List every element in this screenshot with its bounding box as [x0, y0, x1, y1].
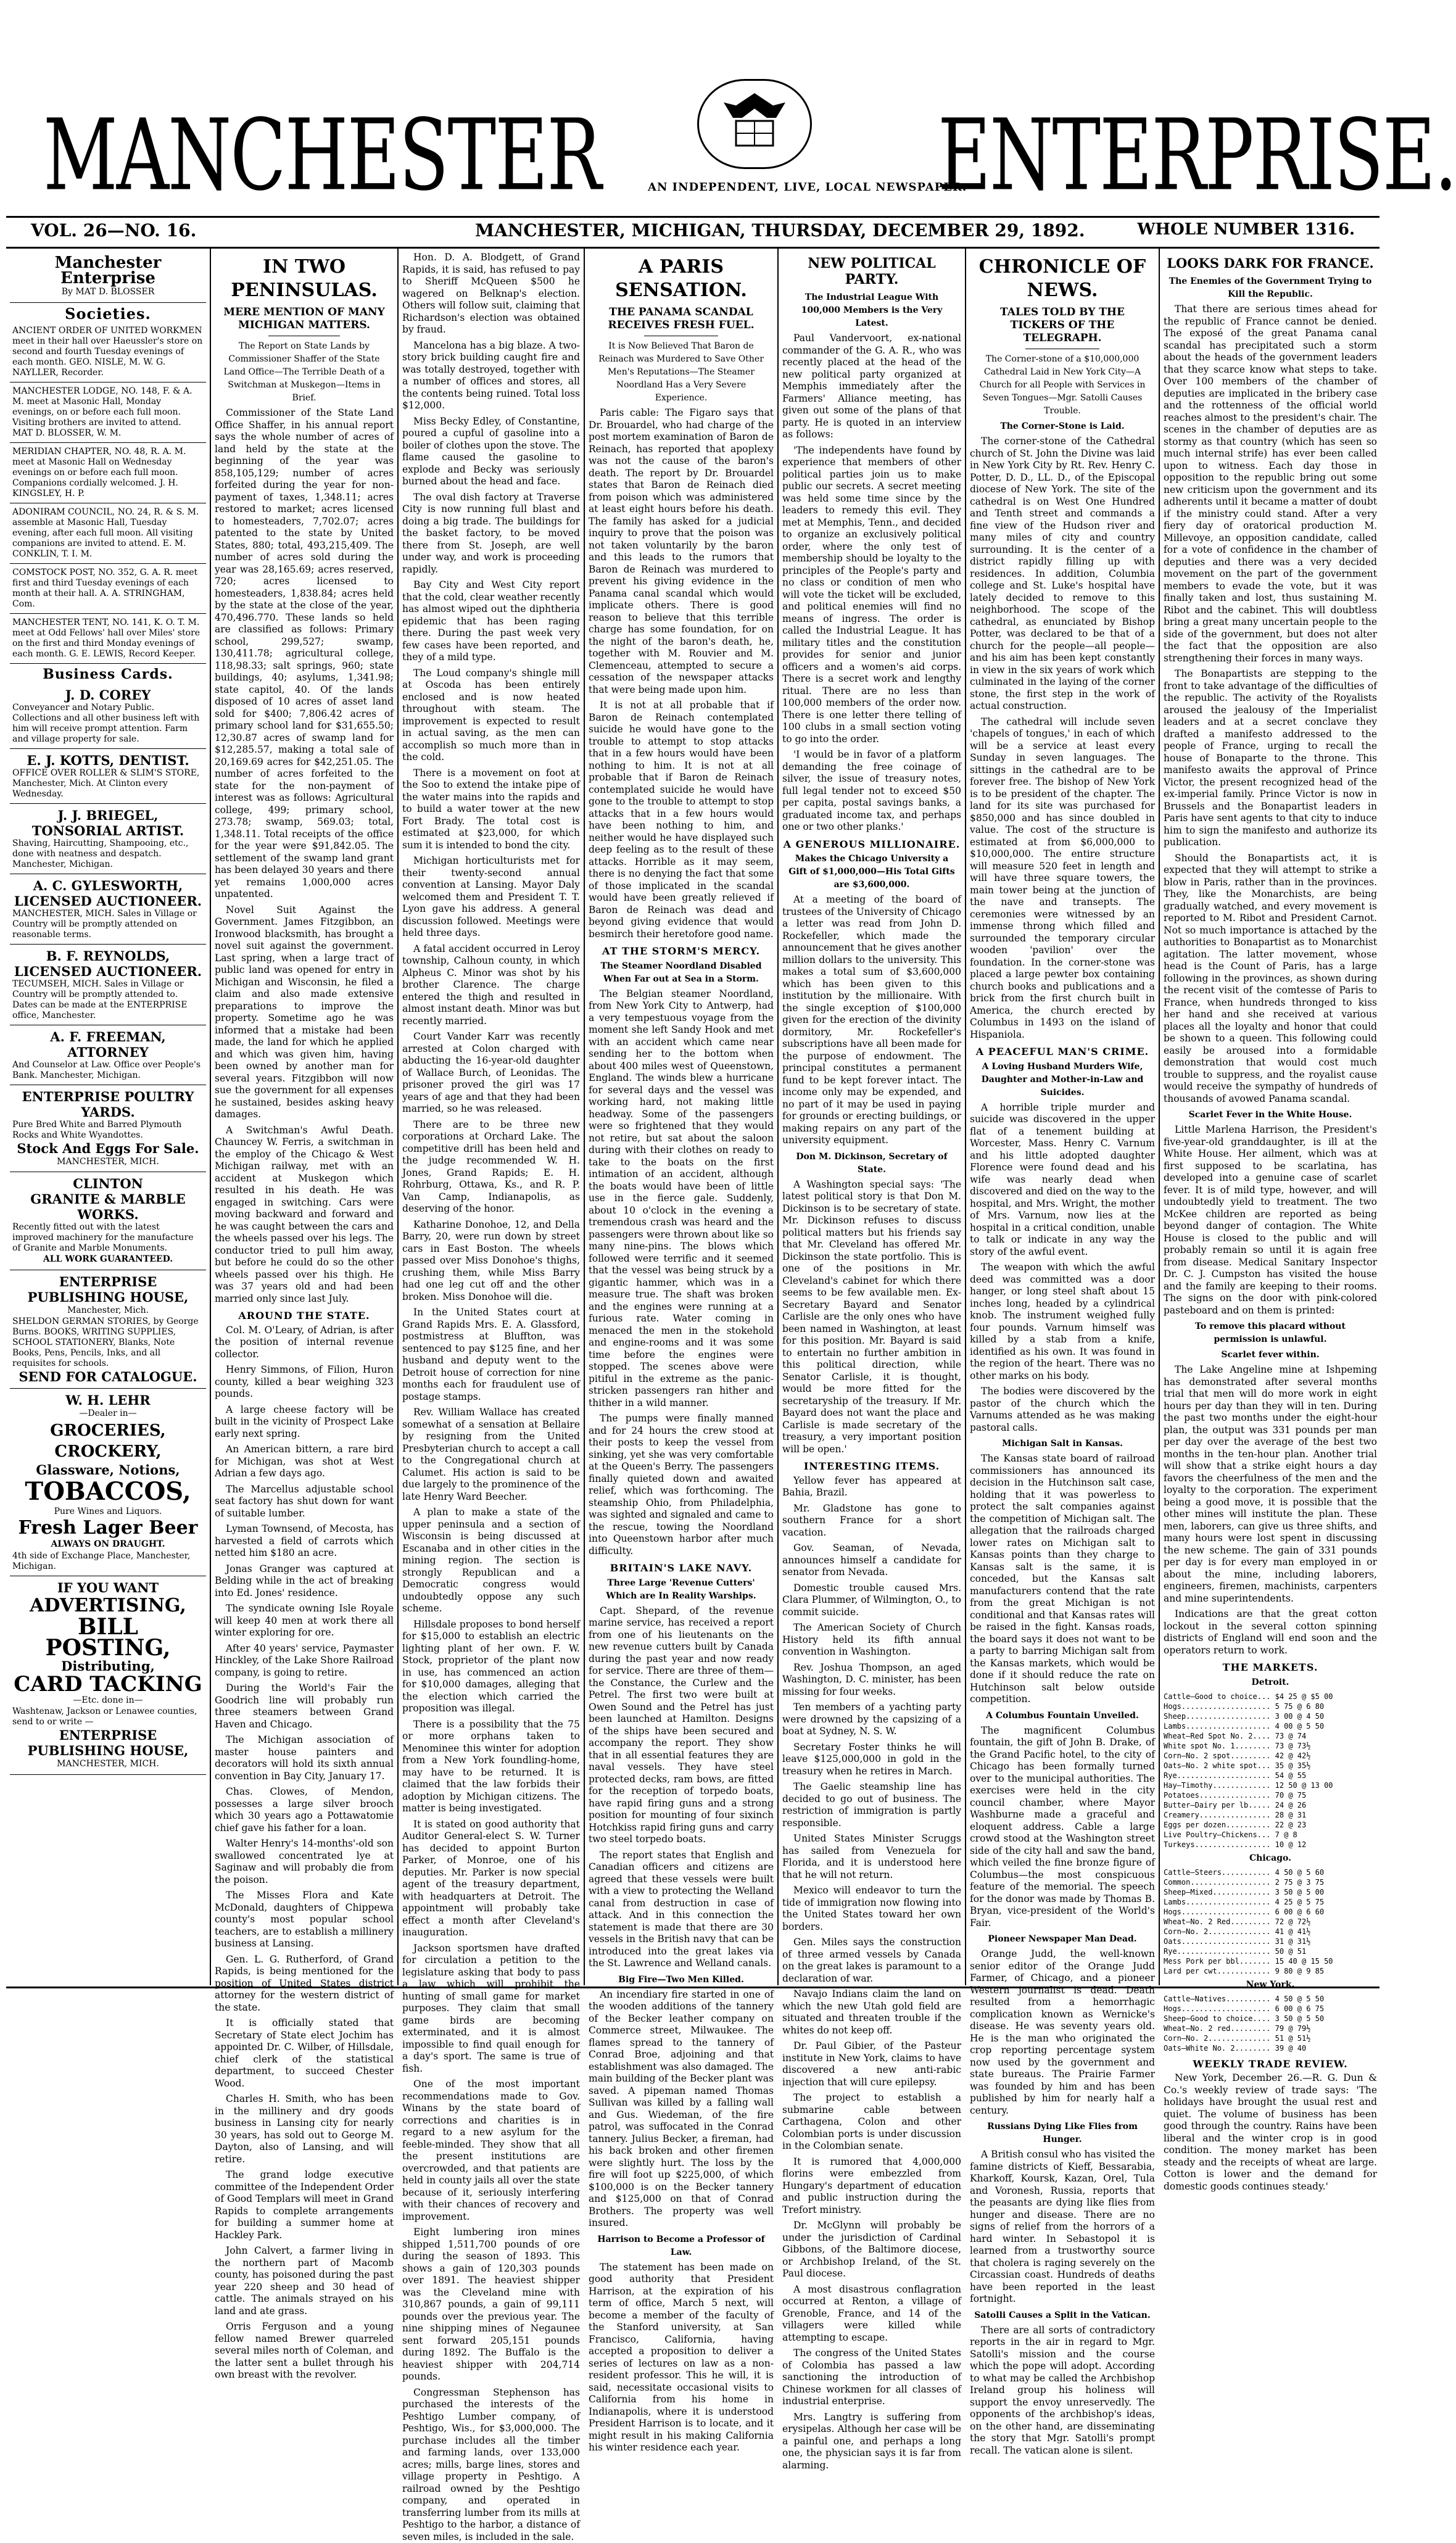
section-subhead: Russians Dying Like Flies from Hunger.	[974, 2120, 1151, 2146]
article-paragraph: Secretary Foster thinks he will leave $125,000,000 in gold in the treasury when he retires in March.	[782, 1742, 961, 1778]
article-paragraph: The project to establish a submarine cable between Carthagena, Colon and other Colombian ports is under discussion in the Colombian senate.	[782, 2092, 961, 2152]
society-entry: COMSTOCK POST, NO. 352, G. A. R. meet first and third Tuesday evenings of each month at their hall. A. A. STRINGHAM, Com.	[10, 564, 206, 614]
section-subhead: Makes the Chicago University a Gift of $1,000,000—His Total Gifts are $3,600,000.	[786, 853, 958, 891]
article-paragraph: The Kansas state board of railroad commissioners has announced its decision in the Hutchinson salt case, holding that it was powerless to protect the salt companies against the competition of Michigan salt. The allegation that the railroads charged lower rates on Michigan salt to Kansas points than they charge to Kansas salt is the same, it is conceded, but the Kansas salt manufacturers contend that the rate from the great Michigan is not conditional and that Kansas rates will be raised in the fight. Kansas roads, the board says it does not want to be a party to barring Michigan salt from the Kansas markets, which would be done if it should reduce the rate on Hutchinson salt below outside competition.	[970, 1453, 1155, 1706]
market-row: Sheep—Mixed............. 3 50 @ 5 00	[1164, 1887, 1377, 1897]
column-political-party	[782, 252, 961, 1985]
markets-heading: THE MARKETS.	[1164, 1661, 1377, 1674]
market-city-heading: Detroit.	[1167, 1676, 1373, 1689]
article-paragraph: The Misses Flora and Kate McDonald, daughters of Chippewa county's most popular school teachers, are to establish a millinery business at Lansing.	[215, 1890, 394, 1950]
article-paragraph: A plan to make a state of the upper peninsula and a section of Wisconsin is being discussed at Escanaba and in other cities in the mining region. The section is strongly Republican and a Democratic congress would undoubtedly oppose any such scheme.	[402, 1507, 580, 1615]
article-paragraph: Little Marlena Harrison, the President's five-year-old granddaughter, is ill at the White House. Her ailment, which was at first supposed to be scarlatina, has developed into a genuine case of scarlet fever. It is of mild type, however, and will undoubtedly yield to treatment. The two McKee children are reported as being beyond danger of contagion. The White House is closed to the public and will probably remain so until it is again free from disease. Medical Sanitary Inspector Dr. C. J. Cumpston has visited the house and the family are keeping to their rooms. The signs on the door with pink-colored pasteboard and on them is printed:	[1164, 1124, 1377, 1317]
market-table-chicago	[1164, 1867, 1377, 1976]
bill-posting-ad: IF YOU WANT ADVERTISING, BILL POSTING, Distributing, CARD TACKING —Etc. done in— Washtenaw, Jackson or Lenawee counties, send to or write — ENTERPRISE PUBLISHING HOUSE, MANCHESTER, MICH.	[10, 1576, 206, 1775]
society-entry: ADONIRAM COUNCIL, NO. 24, R. & S. M. assemble at Masonic Hall, Tuesday evening, after each full moon. All visiting companions are invited to attend. E. M. CONKLIN, T. I. M.	[10, 503, 206, 564]
article-paragraph: The cathedral will include seven 'chapels of tongues,' in each of which will be a service at least every Sunday in seven languages. The sittings in the cathedral are to be forever free. The bishop of New York is to be president of the chapter. The land for its site was purchased for $850,000 and has since doubled in value. The cost of the structure is estimated at from $6,000,000 to $10,000,000. The entire structure will measure 520 feet in length and will have three square towers, the main tower being at the junction of the nave and transepts. The ceremonies were witnessed by an immense throng which filled and surrounded the temporary circular wooden 'pavilion' over the foundation. In the corner-stone was placed a large pewter box containing church books and publications and a brick from the first church built in America, the church erected by Columbus in 1493 on the island of Hispaniola.	[970, 716, 1155, 1041]
section-subhead: Harrison to Become a Professor of Law.	[592, 2233, 770, 2259]
article-paragraph: There are all sorts of contradictory reports in the air in regard to Mgr. Satolli's mission and the course which the pope will adopt. According to what may be called the Archbishop Ireland group his holiness will support the envoy unreservedly. The opponents of the archbishop's ideas, on the other hand, are disseminating the story that Mgr. Satolli's prompt recall. The vatican alone is silent.	[970, 2325, 1155, 2457]
market-row: Hay—Timothy............. 12 50 @ 13 00	[1164, 1780, 1377, 1790]
section-subhead: Scarlet Fever in the White House.	[1167, 1109, 1373, 1122]
article-paragraph: It is not at all probable that if Baron de Reinach contemplated suicide he would have gone to the trouble to attempt to stop attacks that in a few hours would have been nothing to him. It is not at all probable that if Baron de Reinach contemplated suicide he would have gone to the trouble to attempt to stop attacks that in a few hours would have been nothing to him, and neither would he have displayed such deep feeling as to the result of these attacks. Horrible as it may seem, there is no denying the fact that some of those implicated in the scandal would have been greatly relieved if Baron de Reinach was dead and beyond giving evidence that would besmirch their heretofore good name.	[589, 700, 774, 940]
article-paragraph: Col. M. O'Leary, of Adrian, is after the position of internal revenue collector.	[215, 1325, 394, 1361]
market-row: Lard per cwt............ 9 80 @ 9 85	[1164, 1966, 1377, 1976]
article-paragraph: Dr. Paul Gibier, of the Pasteur institute in New York, claims to have discovered a new anti-rabic injection that will cure epilepsy.	[782, 2040, 961, 2088]
market-city-heading: New York.	[1167, 1979, 1373, 1991]
article-paragraph: A large cheese factory will be built in the vicinity of Prospect Lake early next spring.	[215, 1404, 394, 1441]
article-paragraph: Rev. William Wallace has created somewhat of a sensation at Bellaire by resigning from the United Presbyterian church to accept a call to the Congregational church at Calumet. His action is said to be due largely to the prominence of the late Henry Ward Beecher.	[402, 1407, 580, 1503]
whole-number: WHOLE NUMBER 1316.	[1137, 220, 1355, 239]
article-paragraph: It is stated on good authority that Auditor General-elect S. W. Turner has decided to appoint Burton Parker, of Monroe, one of his deputies. Mr. Parker is now special agent of the treasury department, with headquarters at Detroit. The appointment will probably take effect a month after Cleveland's inauguration.	[402, 1819, 580, 1939]
masthead	[6, 5, 1379, 215]
article-paragraph: Dr. McGlynn will probably be under the jurisdiction of Cardinal Gibbons, of the Baltimore diocese, or Archbishop Ireland, of the St. Paul diocese.	[782, 2220, 961, 2280]
market-row: Wheat—No. 2 red......... 79 @ 79½	[1164, 2024, 1377, 2033]
business-card: A. F. FREEMAN, ATTORNEY And Counselor at Law. Office over People's Bank. Manchester, Michigan.	[10, 1025, 206, 1085]
section-subhead: A Loving Husband Murders Wife, Daughter and Mother-in-Law and Suicides.	[974, 1061, 1151, 1099]
society-entry: ANCIENT ORDER OF UNITED WORKMEN meet in their hall over Haeussler's store on second and fourth Tuesday evenings of each month. GEO. NISLE, M. W. G. NAYLLER, Recorder.	[10, 322, 206, 382]
article-paragraph: Gov. Seaman, of Nevada, announces himself a candidate for senator from Nevada.	[782, 1542, 961, 1579]
section-subhead: Don M. Dickinson, Secretary of State.	[786, 1151, 958, 1176]
market-table-detroit	[1164, 1692, 1377, 1850]
article-paragraph: The pumps were finally manned and for 24 hours the crew stood at their posts to keep the vessel from sinking, yet she was very comfortable at the Queen's Berry. The passengers finally quieted down and awaited relief, which was forthcoming. The steamship Ohio, from Philadelphia, was sighted and signaled and came to the rescue, towing the Noordland into Queenstown harbor after much difficulty.	[589, 1413, 774, 1557]
article-paragraph: The Marcellus adjustable school seat factory has shut down for want of suitable lumber.	[215, 1484, 394, 1520]
masthead-tagline: AN INDEPENDENT, LIVE, LOCAL NEWSPAPER.	[648, 181, 967, 194]
column-directory	[10, 252, 206, 1985]
article-paragraph: The congress of the United States of Colombia has passed a law sanctioning the introduction of Chinese workmen for all classes of industrial enterprise.	[782, 2347, 961, 2408]
masthead-rule-bottom	[6, 247, 1379, 249]
column-divider	[1159, 249, 1160, 1985]
column-chronicle-of-news	[970, 252, 1155, 1985]
article-paragraph: An incendiary fire started in one of the wooden additions of the tannery of the Becker leather company on Commerce street, Milwaukee. The flames spread to the tannery of Conrad Broe, adjoining and that establishment was also damaged. The main building of the Becker plant was saved. A pipeman named Thomas Sullivan was killed by a falling wall and Gus. Wiedeman, of the fire patrol, was suffocated in the Conrad tannery. Julius Becker, a fireman, had his back broken and other firemen were slightly hurt. The loss by the fire will foot up $225,000, of which $100,000 is on the Becker tannery and $125,000 on that of Conrad Brothers. The property was well insured.	[589, 1989, 774, 2230]
article-paragraph: The magnificent Columbus fountain, the gift of John B. Drake, of the Grand Pacific hotel, to the city of Chicago has been formally turned over to the municipal authorities. The exercises were held in the city council chamber, where Mayor Washburne made a graceful and eloquent address. Cable a large crowd stood at the Washington street side of the city hall and saw the band, which veiled the fine bronze figure of Columbus—the most conspicuous feature of the memorial. The speech for the donor was made by Thomas B. Bryan, vice-president of the World's Fair.	[970, 1725, 1155, 1930]
article-paragraph: There is a movement on foot at the Soo to extend the intake pipe of the water mains into the rapids and to build a water tower at the new Fort Brady. The total cost is estimated at $23,000, for which sum it is intended to bond the city.	[402, 767, 580, 852]
article-paragraph: A fatal accident occurred in Leroy township, Calhoun county, in which Alpheus C. Minor was shot by his brother Clarence. The charge entered the thigh and resulted in almost instant death. Minor was but recently married.	[402, 943, 580, 1028]
article-paragraph: That there are serious times ahead for the republic of France cannot be denied. The exposé of the great Panama canal scandal has precipitated such a storm about the heads of the government leaders that they scarce know what steps to take. Over 100 members of the chamber of deputies are implicated in the bribery case and the rottenness of the official world reaches almost to the president's chair. The scenes in the chamber of deputies are as stormy as that country (which has seen so much internal strife) has ever been called upon to witness. Each day those in opposition to the republic bring out some new criticism upon the government and its adherents until it became a matter of doubt if the ministry could stand. After a very fiery day of oratorical production M. Millevoye, an opposition candidate, called for a vote of confidence in the chamber of deputies and there was a very decided movement on the part of the government members to evade the vote, but it was finally taken and lost, thus sustaining M. Ribot and the cabinet. This will doubtless bring a great many uncertain people to the side of the government, but does not alter the fact that the opposition are also strengthening their forces in many ways.	[1164, 304, 1377, 664]
society-entry: MERIDIAN CHAPTER, NO. 48, R. A. M. meet at Masonic Hall on Wednesday evenings on or before each full moon. Companions cordially welcomed. J. H. KINGSLEY, H. P.	[10, 443, 206, 503]
societies-heading: Societies.	[10, 308, 206, 320]
masthead-title-right: ENTERPRISE.	[938, 97, 1456, 212]
article-paragraph: Indications are that the great cotton lockout in the several cotton spinning districts of England will end soon and the operators return to work.	[1164, 1608, 1377, 1656]
article-paragraph: The bodies were discovered by the pastor of the church which the Varnums attended as he was making pastoral calls.	[970, 1386, 1155, 1434]
subhead: The Enemies of the Government Trying to Kill the Republic.	[1167, 275, 1373, 301]
article-paragraph: It is officially stated that Secretary of State elect Jochim has appointed Dr. C. Wilber, of Hillsdale, chief clerk of the statistical department, to succeed Chester Wood.	[215, 2017, 394, 2090]
market-row: Creamery................ 28 @ 31	[1164, 1810, 1377, 1820]
article-paragraph: Eight lumbering iron mines shipped 1,511,700 pounds of ore during the season of 1893. This shows a gain of 120,303 pounds over 1891. The heaviest shipper was the Cleveland mine with 310,867 pounds, a gain of 99,111 pounds over the previous year. The nine shipping mines of Negaunee sent forward 205,151 pounds during 1892. The Buffalo is the heaviest shipper with 204,714 pounds.	[402, 2227, 580, 2383]
article-paragraph: Gen. L. G. Rutherford, of Grand Rapids, is being mentioned for the position of United States district attorney for the western district of the state.	[215, 1954, 394, 2014]
headline-two-peninsulas: IN TWO PENINSULAS.	[215, 255, 394, 302]
section-heading: BRITAIN'S LAKE NAVY.	[589, 1562, 774, 1574]
market-row: Hogs.................... 5 75 @ 6 80	[1164, 1702, 1377, 1711]
society-entry: MANCHESTER TENT, NO. 141, K. O. T. M. meet at Odd Fellows' hall over Miles' store on the first and third Monday evenings of each month. G. E. LEWIS, Record Keeper.	[10, 614, 206, 664]
article-paragraph: John Calvert, a farmer living in the northern part of Macomb county, has poisoned during the past year 220 sheep and 30 head of cattle. The animals strayed on his land and ate grass.	[215, 2245, 394, 2317]
section-subhead: The Corner-Stone is Laid.	[974, 420, 1151, 433]
section-heading: INTERESTING ITEMS.	[782, 1460, 961, 1473]
article-paragraph: Jackson sportsmen have drafted for circulation a petition to the legislature asking that body to pass a law which will prohibit the hunting of small game for market purposes. They claim that small game birds are becoming exterminated, and it is almost impossible to find quail enough for a day's sport. The same is true of fish.	[402, 1943, 580, 2075]
article-paragraph: In the United States court at Grand Rapids Mrs. E. A. Glassford, postmistress at Bluffton, was sentenced to pay $125 fine, and her husband and deputy went to the Detroit house of correction for nine months each for fraudulent use of postage stamps.	[402, 1307, 580, 1403]
article-paragraph: One of the most important recommendations made to Gov. Winans by the state board of corrections and charities is in regard to a new asylum for the feeble-minded. They show that all the present institutions are overcrowded, and that patients are held in county jails all over the state because of it, seriously interfering with their chances of recovery and improvement.	[402, 2078, 580, 2223]
article-paragraph: Jonas Granger was captured at Belding while in the act of breaking into Ed. Jones' residence.	[215, 1563, 394, 1600]
market-row: Cattle—Good to choice... $4 25 @ $5 00	[1164, 1692, 1377, 1702]
market-row: Oats—No. 2 white spot... 35 @ 35½	[1164, 1761, 1377, 1771]
article-paragraph: Should the Bonapartists act, it is expected that they will attempt to strike a blow in Paris, rather than in the provinces. They, like the Monarchists, are being gradually watched, and every movement is reported to M. Ribot and President Carnot. Not so much importance is attached by the authorities to Bonapartist as to Monarchist agitation. The latter movement, whose head is the Count of Paris, has a large following in the provinces, as shown during the recent visit of the comtesse of Paris to France, when hundreds thronged to kiss her hand and she received at various places all the loyalty and honor that could be shown to a queen. This following could easily be aroused into a formidable demonstration that would cost much trouble to suppress, and the royalist cause would receive the sympathy of hundreds of thousands of avowed Panama scandal.	[1164, 853, 1377, 1106]
market-row: Wheat—Red Spot No. 2.... 73 @ 74	[1164, 1731, 1377, 1741]
article-paragraph: A Washington special says: 'The latest political story is that Don M. Dickinson is to be secretary of state. Mr. Dickinson refuses to discuss political matters but his friends say that Mr. Cleveland has offered Mr. Dickinson the state portfolio. This is one of the positions in Mr. Cleveland's cabinet for which there seems to be few available men. Ex-Secretary Bayard and Senator Carlisle are the only ones who have been named in Washington, at least for this position. Mr. Bayard is said to entertain no further ambition in this political direction, while Senator Carlisle, it is thought, would be more fitted for the secretaryship of the treasury. If Mr. Bayard does not want the place and Carlisle is made secretary of the treasury, a very important position will be open.'	[782, 1179, 961, 1456]
article-paragraph: Capt. Shepard, of the revenue marine service, has received a report from one of his lieutenants on the new revenue cutters built by Canada during the past year and now ready for service. There are three of them—the Constance, the Curlew and the Petrel. The first two were built at Owen Sound and the Petrel has just been launched at Hamilton. Designs of the ships have been secured and accompany the report. They show that in all essential features they are naval vessels. They have steel protected decks, ram bows, are fitted for the reception of torpedo boats, have rapid firing guns and a strong position for mounting of four sixinch Hotchkiss rapid firing guns and carry two steel torpedo boats.	[589, 1605, 774, 1846]
section-heading: AROUND THE STATE.	[215, 1310, 394, 1322]
section-subhead: Three Large 'Revenue Cutters' Which are In Reality Warships.	[592, 1577, 770, 1603]
market-table-newyork	[1164, 1994, 1377, 2053]
article-paragraph: Hon. D. A. Blodgett, of Grand Rapids, it is said, has refused to pay to Sheriff McQueen $500 he wagered on Belknap's election. Others will follow suit, claiming that Richardson's election was obtained by fraud.	[402, 252, 580, 336]
granite-ad: CLINTON GRANITE & MARBLE WORKS. Recently fitted out with the latest improved machinery for the manufacture of Granite and Marble Monuments. ALL WORK GUARANTEED.	[10, 1172, 206, 1270]
market-row: Live Poultry—Chickens... 7 @ 8	[1164, 1830, 1377, 1840]
headline-paris-sensation: A PARIS SENSATION.	[589, 255, 774, 302]
placard-line: Scarlet fever within.	[1167, 1349, 1373, 1362]
section-subhead: Michigan Salt in Kansas.	[974, 1437, 1151, 1450]
article-paragraph: Mancelona has a big blaze. A two-story brick building caught fire and was totally destroyed, together with a number of offices and stores, all the contents being ruined. Total loss $12,000.	[402, 340, 580, 412]
article-paragraph: 'The independents have found by experience that members of other political parties join us to make public our secrets. A secret meeting was held some time since by the leaders to remedy this evil. They met at Memphis, Tenn., and decided to organize an exclusively political order, where the only test of membership should be loyalty to the principles of the People's party and no class or condition of men who will vote the ticket will be excluded, and political enemies will find no means of ingress. The order is called the Industrial League. It has military titles and the constitution provides for senior and junior officers and a women's aid corps. There is a secret work and lengthy ritual. There are no less than 100,000 members of the order now. There is one letter there telling of 100 clubs in a small section voting to go into the order.	[782, 445, 961, 746]
article-paragraph: The weapon with which the awful deed was committed was a door hanger, or long steel shaft about 15 inches long, headed by a cylindrical knob. The instrument weighed fully four pounds. Varnum himself was killed by a stab from a knife, identified as his own. It was found in the region of the heart. There was no other marks on his body.	[970, 1262, 1155, 1382]
deck: The Report on State Lands by Commissioner Shaffer of the State Land Office—The Terrible Death of a Switchman at Muskegon—Items in Brief.	[218, 340, 390, 405]
market-row: Wheat—No. 2 Red......... 72 @ 72½	[1164, 1917, 1377, 1927]
article-paragraph: Navajo Indians claim the land on which the new Utah gold field are situated and threaten trouble if the whites do not keep off.	[782, 1988, 961, 2036]
column-looks-dark-for-france	[1164, 252, 1377, 1985]
business-cards-heading: Business Cards.	[10, 669, 206, 681]
article-paragraph: Bay City and West City report that the cold, clear weather recently has almost wiped out the diphtheria epidemic that has been raging there. During the past week very few cases have been reported, and they of a mild type.	[402, 579, 580, 664]
business-card: A. C. GYLESWORTH, LICENSED AUCTIONEER. MANCHESTER, MICH. Sales in Village or Country will be promptly attended on reasonable terms.	[10, 874, 206, 945]
article-paragraph: Court Vander Karr was recently arrested at Colon charged with abducting the 16-year-old daughter of Wallace Burch, of Leonidas. The prisoner proved the girl was 17 years of age and that they had been married, so he was released.	[402, 1031, 580, 1115]
article-paragraph: Domestic trouble caused Mrs. Clara Plummer, of Wilmington, O., to commit suicide.	[782, 1582, 961, 1619]
placard-line: To remove this placard without permission is unlawful.	[1167, 1320, 1373, 1346]
market-row: Turkeys................. 10 @ 12	[1164, 1840, 1377, 1850]
market-row: Lambs................... 4 25 @ 5 75	[1164, 1897, 1377, 1907]
article-paragraph: A horrible triple murder and suicide was discovered in the upper flat of a tenement building at Worcester, Mass. Henry C. Varnum and his little adopted daughter Florence were found dead and his wife was nearly dead when discovered and died on the way to the hospital, and Mrs. Wright, the mother of Mrs. Varnum, now lies at the hospital in a critical condition, unable to talk or indicate in any way the story of the awful event.	[970, 1102, 1155, 1259]
column-divider	[397, 249, 399, 1985]
article-paragraph: The report states that English and Canadian officers and citizens are agreed that these vessels were built with a view to protecting the Welland canal from destruction in case of attack. And in this connection the statement is made that there are 30 vessels in the British navy that can be introduced into the great lakes via the St. Lawrence and Welland canals.	[589, 1850, 774, 1970]
column-divider	[777, 249, 779, 1985]
article-paragraph: The grand lodge executive committee of the Independent Order of Good Templars will meet in Grand Rapids to complete arrangements for building a summer home at Hackley Park.	[215, 2169, 394, 2241]
article-paragraph: Katharine Donohoe, 12, and Della Barry, 20, were run down by street cars in East Boston. The wheels passed over Miss Donohoe's thighs, crushing them, while Miss Barry had one leg cut off and the other broken. Miss Donohoe will die.	[402, 1219, 580, 1304]
market-row: White spot No. 1........ 73 @ 73½	[1164, 1741, 1377, 1751]
market-row: Lambs................... 4 00 @ 5 50	[1164, 1721, 1377, 1731]
subhead: The Industrial League With 100,000 Members is the Very Latest.	[786, 291, 958, 330]
column-state-items	[402, 252, 580, 1985]
section-subhead: The Steamer Noordland Disabled When Far out at Sea in a Storm.	[592, 960, 770, 986]
article-paragraph: Congressman Stephenson has purchased the interests of the Peshtigo Lumber company, of Peshtigo, Wis., for $3,000,000. The purchase includes all the timber and farming lands, over 133,000 acres; mills, barge lines, stores and village property in Peshtigo. A railroad owned by the Peshtigo company, and operated in transferring lumber from its mills at Peshtigo to the harbor, a distance of seven miles, is included in the sale.	[402, 2387, 580, 2543]
volume-number: VOL. 26—NO. 16.	[31, 220, 196, 241]
deck: The Corner-stone of a $10,000,000 Cathedral Laid in New York City—A Church for all People with Services in Seven Tongues—Mgr. Satolli Causes Trouble.	[974, 353, 1151, 418]
market-row: Cattle—Natives.......... 4 50 @ 5 50	[1164, 1994, 1377, 2004]
newspaper-page	[6, 5, 1379, 1991]
section-heading: AT THE STORM'S MERCY.	[589, 945, 774, 957]
article-paragraph: A most disastrous conflagration occurred at Renton, a village of Grenoble, France, and 14 of the villagers were killed while attempting to escape.	[782, 2284, 961, 2344]
article-paragraph: New York, December 26.—R. G. Dun & Co.'s weekly review of trade says: 'The holidays have brought the usual rest and quiet. The volume of business has been good through the country. Rains have been liberal and the winter crop is in good condition. The money market has been steady and the receipts of wheat are large. Cotton is lower and the demand for domestic goods continues steady.'	[1164, 2072, 1377, 2193]
column-divider	[210, 249, 211, 1985]
article-paragraph: Ten members of a yachting party were drowned by the capsizing of a boat at Sydney, N. S. W.	[782, 1702, 961, 1738]
article-paragraph: A British consul who has visited the famine districts of Kieff, Bessarabia, Kharkoff, Koursk, Kazan, Orel, Tula and Voronesh, Russia, reports that the peasants are dying like flies from hunger and disease. There are no signs of relief from the horrors of a hard winter. In Sebastopol it is learned from a trustworthy source that cholera is raging severely on the Circassian coast. Hundreds of deaths have been reported in the least fortnight.	[970, 2149, 1155, 2305]
section-subhead: Satolli Causes a Split in the Vatican.	[974, 2309, 1151, 2322]
info-bar	[6, 218, 1379, 245]
article-paragraph: Chas. Clowes, of Mendon, possesses a large silver brooch which 30 years ago a Pottawatomie chief gave his father for a loan.	[215, 1786, 394, 1834]
section-subhead: A Columbus Fountain Unveiled.	[974, 1710, 1151, 1722]
seal-icon	[697, 79, 812, 169]
society-entry: MANCHESTER LODGE, NO. 148, F. & A. M. meet at Masonic Hall, Monday evenings, on or before each full moon. Visiting brothers are invited to attend. MAT D. BLOSSER, W. M.	[10, 382, 206, 443]
article-paragraph: Mr. Gladstone has gone to southern France for a short vacation.	[782, 1503, 961, 1539]
article-paragraph: United States Minister Scruggs has sailed from Venezuela for Florida, and it is understood here that he will not return.	[782, 1833, 961, 1881]
market-row: Eggs per dozen.......... 22 @ 23	[1164, 1820, 1377, 1830]
market-row: Common.................. 2 75 @ 3 75	[1164, 1877, 1377, 1887]
article-paragraph: The corner-stone of the Cathedral church of St. John the Divine was laid in New York City by Rt. Rev. Henry C. Potter, D. D., LL. D., of the Episcopal diocese of New York. The site of the cathedral is on West One Hundred and Tenth street and commands a fine view of the Hudson river and many miles of city and country surrounding. It is the center of a district rapidly filling up with residences. In addition, Columbia college and St. Luke's hospital have lately decided to remove to this neighborhood. The scope of the cathedral, as enunciated by Bishop Potter, was declared to be that of a church for the people—all people—and his aim has been kept constantly in view in the six years of work which culminated in the laying of the corner stone, the first step in the work of actual construction.	[970, 436, 1155, 713]
market-row: Sheep................... 3 00 @ 4 50	[1164, 1711, 1377, 1721]
column-paris-sensation	[589, 252, 774, 1985]
masthead-title-left: MANCHESTER	[43, 97, 600, 212]
market-row: Hogs.................... 6 00 @ 6 60	[1164, 1907, 1377, 1917]
headline-new-political-party: NEW POLITICAL PARTY.	[782, 255, 961, 287]
article-paragraph: The syndicate owning Isle Royale will keep 40 men at work there all winter exploring for ore.	[215, 1603, 394, 1639]
article-paragraph: Henry Simmons, of Filion, Huron county, killed a bear weighing 323 pounds.	[215, 1364, 394, 1400]
market-row: Rye..................... 50 @ 51	[1164, 1946, 1377, 1956]
market-row: Potatoes................ 70 @ 75	[1164, 1790, 1377, 1800]
market-row: Hogs.................... 6 00 @ 6 75	[1164, 2004, 1377, 2014]
section-subhead: Pioneer Newspaper Man Dead.	[974, 1933, 1151, 1946]
article-paragraph: The Loud company's shingle mill at Oscoda has been entirely enclosed and is now heated throughout with steam. The improvement is expected to result in actual saving, as the men can accomplish so much more than in the cold.	[402, 668, 580, 764]
dateline: MANCHESTER, MICHIGAN, THURSDAY, DECEMBER 29, 1892.	[475, 220, 1085, 241]
article-paragraph: The statement has been made on good authority that President Harrison, at the expiration of his term of office, March 5 next, will become a member of the faculty of the Stanford university, at San Francisco, California, having accepted a proposition to deliver a series of lectures on law as a non-resident professor. This he will, it is said, necessitate occasional visits to California from his home in Indianapolis, where it is understood President Harrison is to locate, and it might result in his making California his winter residence each year.	[589, 2262, 774, 2454]
article-paragraph: After 40 years' service, Paymaster Hinckley, of the Lake Shore Railroad company, is going to retire.	[215, 1643, 394, 1679]
column-divider	[965, 249, 966, 1985]
market-row: Corn—No. 2.............. 41 @ 41½	[1164, 1927, 1377, 1937]
article-paragraph: Charles H. Smith, who has been in the millinery and dry goods business in Lansing city for nearly 30 years, has sold out to George M. Dayton, also of Lansing, and will retire.	[215, 2093, 394, 2165]
article-paragraph: Hillsdale proposes to bond herself for $15,000 to establish an electric lighting plant of her own. F. W. Stock, proprietor of the plant now in use, has commenced an action for $10,000 damages, alleging that the election which carried the proposition was illegal.	[402, 1619, 580, 1715]
article-paragraph: There is a possibility that the 75 or more orphans taken to Menominee this winter for adoption from a New York foundling-home, may have to be returned. It is claimed that the law forbids their adoption by Michigan citizens. The matter is being investigated.	[402, 1719, 580, 1815]
article-paragraph: The oval dish factory at Traverse City is now running full blast and doing a big trade. The buildings for the basket factory, to be moved there from St. Joseph, are well under way, and work is proceeding rapidly.	[402, 492, 580, 576]
article-paragraph: Novel Suit Against the Government. James Fitzgibbon, an Ironwood blacksmith, has brought a novel suit against the government. Last spring, when a large tract of public land was opened for entry in Michigan and Wisconsin, he filed a claim and also made extensive preparations to improve the property. Sometime ago he was informed that a mistake had been made, the land for which he applied and which was given him, having been owned by another man for several years. Fitzgibbon will now sue the government for all expenses he sustained, besides asking heavy damages.	[215, 904, 394, 1121]
paper-name: Manchester Enterprise	[12, 255, 204, 286]
trade-review-heading: WEEKLY TRADE REVIEW.	[1164, 2058, 1377, 2070]
section-heading: A GENEROUS MILLIONAIRE.	[782, 838, 961, 851]
section-heading: A PEACEFUL MAN'S CRIME.	[970, 1046, 1155, 1058]
article-paragraph: Mexico will endeavor to turn the tide of immigration now flowing into the United States toward her own borders.	[782, 1885, 961, 1933]
subhead: TALES TOLD BY THE TICKERS OF THE TELEGRAPH.	[974, 306, 1151, 345]
market-row: Cattle—Steers........... 4 50 @ 5 60	[1164, 1867, 1377, 1877]
article-paragraph: The Lake Angeline mine at Ishpeming has demonstrated after several months trial that men will do more work in eight hours per day than they will in ten. During the past two months under the eight-hour plan, the output was 331 pounds per man per day over the average of the best two months in the ten-hour plan. Another trial will show that a strike eight hours a day favors the cheerfulness of the men and the loyalty to the corporation. The experiment being a good move, it is possible that the other mines will institute the plan. These men, laborers, can give us three shifts, and many hours were lost spent in discussing the new scheme. The gain of 331 pounds per day is for every man employed in or about the mine, including laborers, engineers, firemen, machinists, carpenters and mine superintendents.	[1164, 1364, 1377, 1605]
article-paragraph: Gen. Miles says the construction of three armed vessels by Canada on the great lakes is paramount to a declaration of war.	[782, 1937, 961, 1985]
subhead: MERE MENTION OF MANY MICHIGAN MATTERS.	[218, 306, 390, 332]
article-paragraph: 'I would be in favor of a platform demanding the free coinage of silver, the issue of treasury notes, full legal tender not to exceed $50 per capita, postal savings banks, a graduated income tax, and perhaps one or two other planks.'	[782, 749, 961, 833]
page-bottom-rule	[6, 1987, 1379, 1988]
headline-chronicle-of-news: CHRONICLE OF NEWS.	[970, 255, 1155, 302]
article-paragraph: Paul Vandervoort, ex-national commander of the G. A. R., who was recently placed at the head of the new political party organized at Memphis immediately after the Farmers' Alliance meeting, has given out some of the plans of that party. He is quoted in an interview as follows:	[782, 333, 961, 441]
article-paragraph: A Switchman's Awful Death. Chauncey W. Ferris, a switchman in the employ of the Chicago & West Michigan railway, met with an accident at Muskegon which resulted in his death. He was engaged in switching. Cars were moving backward and forward and he was caught between the cars and the wheels passed over his legs. The conductor tried to pull him away, but before he could do so the other wheels passed over his thigh. He was 37 years old and had been married only since last July.	[215, 1125, 394, 1305]
publishing-house-ad: ENTERPRISE PUBLISHING HOUSE, Manchester, Mich. SHELDON GERMAN STORIES, by George Burns. BOOKS, WRITING SUPPLIES, SCHOOL STATIONERY, Blanks, Note Books, Pens, Pencils, Inks, and all requisites for schools. SEND FOR CATALOGUE.	[10, 1270, 206, 1389]
market-row: Corn—No. 2 spot......... 42 @ 42½	[1164, 1751, 1377, 1761]
article-paragraph: Rev. Joshua Thompson, an aged Washington, D. C. minister, has been missing for four weeks.	[782, 1662, 961, 1698]
article-paragraph: Walter Henry's 14-months'-old son swallowed concentrated lye at Saginaw and will probably die from the poison.	[215, 1838, 394, 1886]
publisher: By MAT D. BLOSSER	[12, 286, 204, 299]
article-paragraph: The American Society of Church History held its fifth annual convention in Washington.	[782, 1622, 961, 1658]
business-card: J. J. BRIEGEL, TONSORIAL ARTIST. Shaving, Haircutting, Shampooing, etc., done with neatness and despatch. Manchester, Michigan.	[10, 804, 206, 874]
market-city-heading: Chicago.	[1167, 1852, 1373, 1865]
article-paragraph: Orris Ferguson and a young fellow named Brewer quarreled several miles north of Coleman, and the latter sent a bullet through his own breast with the revolver.	[215, 2321, 394, 2381]
business-card: B. F. REYNOLDS, LICENSED AUCTIONEER. TECUMSEH, MICH. Sales in Village or Country will be promptly attended to. Dates can be made at the ENTERPRISE office, Manchester.	[10, 945, 206, 1025]
article-paragraph: The Bonapartists are stepping to the front to take advantage of the difficulties of the republic. The activity of the Royalists aroused the jealousy of the Imperialist leaders and at a secret conclave they drafted a manifesto addressed to the people of France, urging to recall the house of Bonaparte to the throne. This manifesto awaits the approval of Prince Victor, the present recognized head of the ex-imperial family. Prince Victor is now in Brussels and the Bonapartist leaders in Paris have sent agents to that city to induce him to sign the manifesto and authorize its publication.	[1164, 668, 1377, 849]
article-paragraph: At a meeting of the board of trustees of the University of Chicago a letter was read from John D. Rockefeller, which made the announcement that he gives another million dollars to the university. This makes a total sum of $3,600,000 which has been given to this institution by the millionaire. With the single exception of $100,000 given for the erection of the divinity dormitory, Mr. Rockefeller's subscriptions have all been made for the purpose of endowment. The principal constitutes a permanent fund to be kept forever intact. The income only may be expended, and no part of it may be used in paying for grounds or erecting buildings, or making repairs on any part of the university equipment.	[782, 894, 961, 1147]
market-row: Butter—Dairy per lb..... 24 @ 26	[1164, 1800, 1377, 1810]
lehr-ad: W. H. LEHR —Dealer in— GROCERIES, CROCKERY, Glassware, Notions, TOBACCOS, Pure Wines and Liquors. Fresh Lager Beer ALWAYS ON DRAUGHT. 4th side of Exchange Place, Manchester, Michigan.	[10, 1389, 206, 1576]
article-paragraph: Miss Becky Edley, of Constantine, poured a cupful of gasoline into a boiler of clothes upon the stove. The flame caused the gasoline to explode and Becky was seriously burned about the head and face.	[402, 416, 580, 488]
article-paragraph: Paris cable: The Figaro says that Dr. Brouardel, who had charge of the post mortem examination of Baron de Reinach, has reported that apoplexy was not the cause of the baron's death. The report by Dr. Brouardel states that Baron de Reinach died from poison which was administered at least eight hours before his death. The family has asked for a judicial inquiry to prove that the poison was not taken voluntarily by the baron and this leads to the rumors that Baron de Reinach was murdered to prevent his giving evidence in the Panama canal scandal which would implicate others. There is good reason to believe that this terrible charge has some foundation, for on the night of the baron's death, he, together with M. Rouvier and M. Clemenceau, attempted to secure a cessation of the newspaper attacks that were being made upon him.	[589, 407, 774, 696]
article-paragraph: Mrs. Langtry is suffering from erysipelas. Although her case will be a painful one, and perhaps a long one, the physician says it is far from alarming.	[782, 2412, 961, 2472]
article-paragraph: During the World's Fair the Goodrich line will probably run three steamers between Grand Haven and Chicago.	[215, 1682, 394, 1730]
headline-looks-dark-for-france: LOOKS DARK FOR FRANCE.	[1164, 255, 1377, 271]
article-paragraph: Michigan horticulturists met for their twenty-second annual convention at Lansing. Mayor Daly welcomed them and President T. T. Lyon gave his address. A general discussion followed. Meetings were held three days.	[402, 855, 580, 940]
article-paragraph: Yellow fever has appeared at Bahia, Brazil.	[782, 1475, 961, 1499]
market-row: Oats—White No. 2........ 39 @ 40	[1164, 2043, 1377, 2053]
market-row: Mess Pork per bbl....... 15 40 @ 15 50	[1164, 1956, 1377, 1966]
article-paragraph: The Gaelic steamship line has decided to go out of business. The restriction of immigration is partly responsible.	[782, 1781, 961, 1829]
business-card: J. D. COREY Conveyancer and Notary Public. Collections and all other business left with him will receive prompt attention. Farm and village property for sale.	[10, 684, 206, 749]
market-row: Corn—No. 2.............. 51 @ 51½	[1164, 2033, 1377, 2043]
article-paragraph: It is rumored that 4,000,000 florins were embezzled from Hungary's department of education and public instruction during the Trefort ministry.	[782, 2156, 961, 2217]
article-paragraph: An American bittern, a rare bird for Michigan, was shot at West Adrian a few days ago.	[215, 1444, 394, 1480]
market-row: Rye..................... 54 @ 55	[1164, 1771, 1377, 1780]
article-paragraph: Commissioner of the State Land Office Shaffer, in his annual report says the whole number of acres of land held by the state at the beginning of the year was 858,105,129; number of acres forfeited during the year for non-payment of taxes, 1,348.11; acres restored to market; acres licensed to homesteaders, 7,702.07; acres patented to the state by United States, 880; total, 493,215,409. The number of acres sold during the year was 28,165.69; acres reserved, 720; acres licensed to homesteaders, 1,838.84; acres held by the state at the close of the year, 470,496.770. These lands so held are classified as follows: Primary school, 299,527; swamp, 130,411.78; agricultural college, 118,98.33; salt springs, 960; state buildings, 40; asylums, 1,341.98; state capitol, 40. Of the lands disposed of 10 acres of asset land sold for $400; 7,806.42 acres of primary school land for $31,655.50; 12,30.87 acres of swamp land for $12,285.57, making a total sale of 20,169.69 acres for $42,251.05. The number of acres forfeited to the state for the non-payment of interest was as follows: Agricultural college, 499; primary school, 273.78; swamp, 569.03; total, 1,348.11. Total receipts of the office for the year were $91,842.05. The settlement of the swamp land grant has been delayed 30 years and there yet remains 1,000,000 acres unpatented.	[215, 407, 394, 901]
article-paragraph: The Belgian steamer Noordland, from New York City to Antwerp, had a very tempestuous voyage from the moment she left Sandy Hook and met with an accident which came near sending her to the bottom when about 400 miles west of Queenstown, England. The winds blew a hurricane for several days and the vessel was working hard, not making little headway. Some of the passengers were so frightened that they would not retire, but sat about the saloon during with their clothes on ready to take to the boats on the first intimation of an accident, although the boats would have been of little use in the fierce gale. Suddenly, about 10 o'clock in the evening a tremendous crash was heard and the passengers were thrown about like so many nine-pins. The blows which followed were terrific and it seemed that the vessel was being struck by a gigantic hammer, which was in a measure true. The shaft was broken and the engines were running at a furious rate. Water coming in menaced the men in the stokehold and engine-rooms and it was some time before the engines were stopped. The scenes above were pitiful in the extreme as the panic-stricken passengers ran hither and thither in a wild manner.	[589, 988, 774, 1410]
article-paragraph: There are to be three new corporations at Orchard Lake. The competitive drill has been held and the judge recommended W. H. Jones, Grand Rapids; E. H. Rohrburg, Ottawa, Ks., and R. P. Van Camp, Indianapolis, as deserving of the honor.	[402, 1119, 580, 1215]
article-paragraph: The Michigan association of master house painters and decorators will hold its sixth annual convention in Bay City, January 17.	[215, 1734, 394, 1782]
column-divider	[584, 249, 585, 1985]
paper-name-block	[10, 252, 206, 303]
column-two-peninsulas	[215, 252, 394, 1985]
business-card: E. J. KOTTS, DENTIST. OFFICE OVER ROLLER & SLIM'S STORE, Manchester, Mich. At Clinton every Wednesday.	[10, 749, 206, 804]
poultry-ad: ENTERPRISE POULTRY YARDS. Pure Bred White and Barred Plymouth Rocks and White Wyandottes. Stock And Eggs For Sale. MANCHESTER, MICH.	[10, 1085, 206, 1173]
market-row: Oats.................... 31 @ 31½	[1164, 1937, 1377, 1946]
subhead: THE PANAMA SCANDAL RECEIVES FRESH FUEL.	[592, 306, 770, 332]
article-paragraph: Lyman Townsend, of Mecosta, has harvested a field of carrots which netted him $180 an acre.	[215, 1523, 394, 1560]
section-subhead: Big Fire—Two Men Killed.	[592, 1974, 770, 1987]
market-row: Sheep—Good to choice.... 3 50 @ 5 50	[1164, 2014, 1377, 2024]
article-paragraph: Orange Judd, the well-known senior editor of the Orange Judd Farmer, of Chicago, and a pioneer Western journalist is dead. Death resulted from a hemorrhagic complication known as Wernicke's disease. He was seventy years old. He is the man who originated the crop reporting percentage system now used by the government and state bureaus. The Prairie Farmer was founded by him and has been published by him for nearly half a century.	[970, 1948, 1155, 2117]
deck: It is Now Believed That Baron de Reinach was Murdered to Save Other Men's Reputations—The Steamer Noordland Has a Very Severe Experience.	[592, 340, 770, 405]
